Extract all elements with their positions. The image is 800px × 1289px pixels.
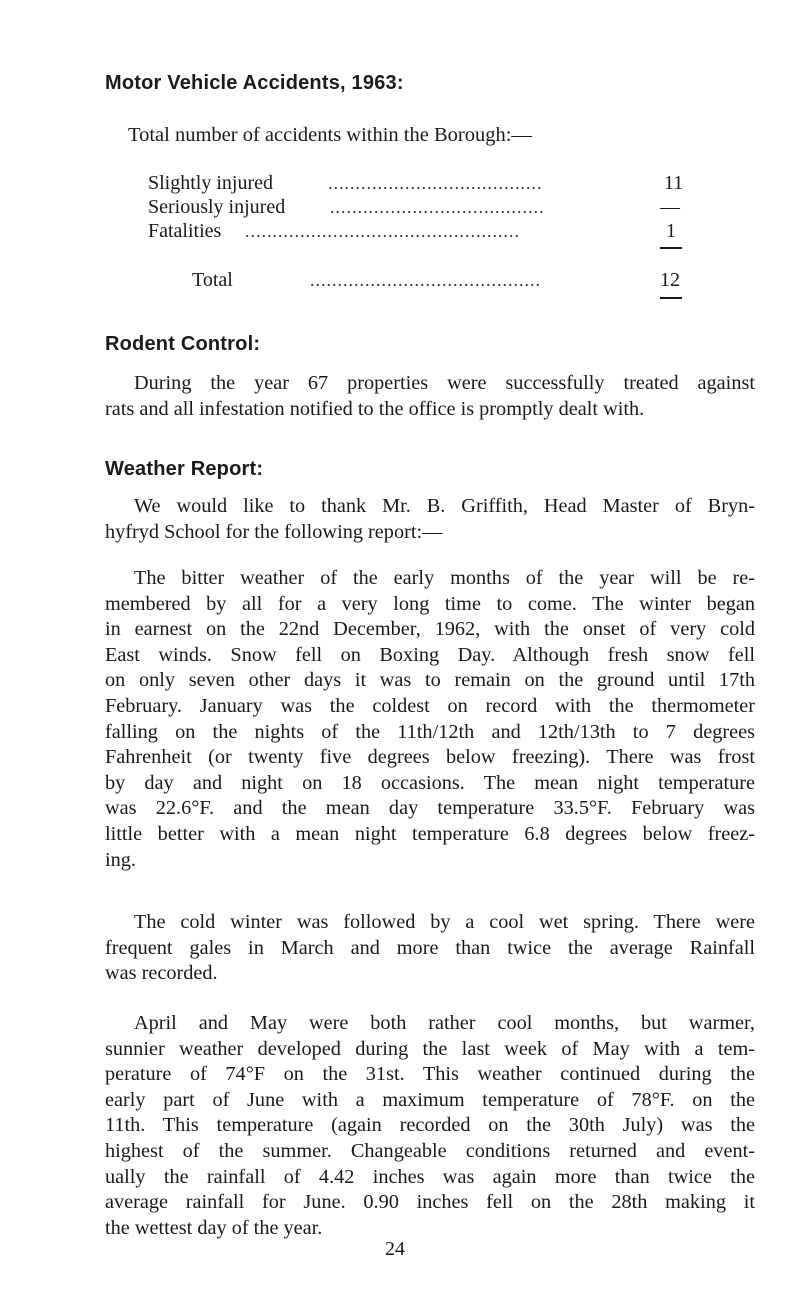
total-label: Total [192,269,233,291]
text-line: sunnier weather developed during the last week of May with a tem- [105,1037,755,1060]
text-line: little better with a mean night temperature 6.8 degrees below freez- [105,822,755,845]
text-line: by day and night on 18 occasions. The mean night temperature [105,771,755,794]
text-line: During the year 67 properties were successfully treated against [134,372,755,394]
weather-paragraph-3 [105,1011,755,1241]
sum-rule [660,247,682,249]
dot-leader: .......................................... [310,270,541,290]
text-line: Fahrenheit (or twenty five degrees below freezing). There was frost [105,746,755,769]
text-line: the wettest day of the year. [105,1216,323,1239]
table-row-label: Slightly injured [148,172,273,194]
text-line: in earnest on the 22nd December, 1962, with the onset of very cold [105,618,755,641]
dot-leader: ....................................... [330,197,545,217]
rodent-heading: Rodent Control: [105,333,261,355]
text-line: was 22.6°F. and the mean day temperature 33.5°F. February was [105,797,755,820]
weather-intro [105,494,755,545]
text-line: The cold winter was followed by a cool wet spring. There were [134,911,755,933]
table-row-label: Seriously injured [148,196,286,218]
table-row-value: 11 [664,172,684,194]
text-line: frequent gales in March and more than twice the average Rainfall [105,936,755,959]
weather-paragraph-2 [105,910,755,987]
accidents-intro: Total number of accidents within the Borough:— [128,124,532,146]
dot-leader: ....................................... [328,173,543,193]
text-line: perature of 74°F on the 31st. This weather continued during the [105,1063,755,1086]
text-line: April and May were both rather cool months, but warmer, [134,1012,755,1034]
text-line: rats and all infestation notified to the office is promptly dealt with. [105,397,645,420]
dot-leader: .................................................. [245,221,520,241]
total-rule [660,297,682,299]
table-row-value: — [660,196,680,218]
text-line: February. January was the coldest on record with the thermometer [105,694,755,717]
weather-paragraph-1 [105,566,755,873]
text-line: falling on the nights of the 11th/12th and 12th/13th to 7 degrees [105,720,755,743]
text-line: average rainfall for June. 0.90 inches fell on the 28th making it [105,1191,755,1214]
rodent-paragraph [105,371,755,422]
text-line: We would like to thank Mr. B. Griffith, Head Master of Bryn- [134,495,755,517]
text-line: ing. [105,848,136,871]
accidents-heading: Motor Vehicle Accidents, 1963: [105,72,404,94]
text-line: hyfryd School for the following report:— [105,520,443,543]
text-line: membered by all for a very long time to come. The winter began [105,592,755,615]
text-line: The bitter weather of the early months of the year will be re- [134,567,755,589]
text-line: on only seven other days it was to remain on the ground until 17th [105,669,755,692]
page-number: 24 [385,1238,405,1260]
text-line: was recorded. [105,962,218,985]
text-line: early part of June with a maximum temperature of 78°F. on the [105,1088,755,1111]
text-line: 11th. This temperature (again recorded on the 30th July) was the [105,1114,755,1137]
text-line: highest of the summer. Changeable conditions returned and event- [105,1139,755,1162]
table-row-label: Fatalities [148,220,222,242]
weather-heading: Weather Report: [105,458,264,480]
table-row-value: 1 [666,220,676,242]
total-value: 12 [660,269,680,291]
text-line: ually the rainfall of 4.42 inches was again more than twice the [105,1165,755,1188]
text-line: East winds. Snow fell on Boxing Day. Although fresh snow fell [105,643,755,666]
